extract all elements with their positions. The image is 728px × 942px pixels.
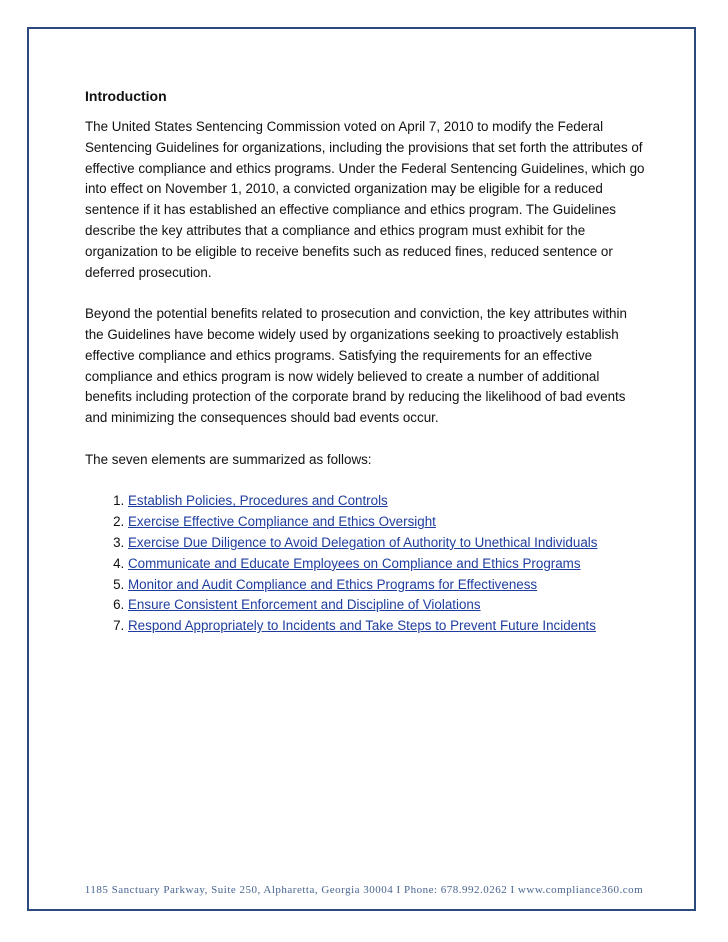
list-item xyxy=(128,491,645,512)
page-footer: 1185 Sanctuary Parkway, Suite 250, Alpharetta, Georgia 30004 I Phone: 678.992.0262 I www.compliance360.com xyxy=(84,884,644,896)
element-link-2[interactable]: Exercise Effective Compliance and Ethics Oversight xyxy=(128,514,436,530)
list-item xyxy=(128,554,645,575)
element-link-1[interactable]: Establish Policies, Procedures and Controls xyxy=(128,493,388,509)
list-item xyxy=(128,512,645,533)
element-link-4[interactable]: Communicate and Educate Employees on Compliance and Ethics Programs xyxy=(128,555,581,571)
section-heading: Introduction xyxy=(85,88,167,104)
seven-elements-list xyxy=(85,491,645,637)
element-link-3[interactable]: Exercise Due Diligence to Avoid Delegation of Authority to Unethical Individuals xyxy=(128,534,598,550)
paragraph-intro: The United States Sentencing Commission voted on April 7, 2010 to modify the Federal Sentencing Guidelines for organizations, including the provisions that set forth the attributes of effective compliance and ethics programs. Under the Federal Sentencing Guidelines, which go into effect on November 1, 2010, a convicted organization may be eligible for a reduced sentence if it has established an effective compliance and ethics program. The Guidelines describe the key attributes that a compliance and ethics program must exhibit for the organization to be eligible to receive benefits such as reduced fines, reduced sentence or deferred prosecution. xyxy=(85,119,645,280)
paragraph-summary-lead: The seven elements are summarized as follows: xyxy=(85,451,372,467)
list-item xyxy=(128,575,645,596)
list-item xyxy=(128,533,645,554)
paragraph-benefits: Beyond the potential benefits related to prosecution and conviction, the key attributes within the Guidelines have become widely used by organizations seeking to proactively establish effective compliance and ethics programs. Satisfying the requirements for an effective compliance and ethics program is now widely believed to create a number of additional benefits including protection of the corporate brand by reducing the likelihood of bad events and minimizing the consequences should bad events occur. xyxy=(85,306,627,426)
element-link-5[interactable]: Monitor and Audit Compliance and Ethics Programs for Effectiveness xyxy=(128,576,538,592)
list-item xyxy=(128,616,645,637)
document-body xyxy=(85,86,645,637)
list-item xyxy=(128,595,645,616)
element-link-7[interactable]: Respond Appropriately to Incidents and Take Steps to Prevent Future Incidents xyxy=(128,618,596,634)
element-link-6[interactable]: Ensure Consistent Enforcement and Discipline of Violations xyxy=(128,597,481,613)
